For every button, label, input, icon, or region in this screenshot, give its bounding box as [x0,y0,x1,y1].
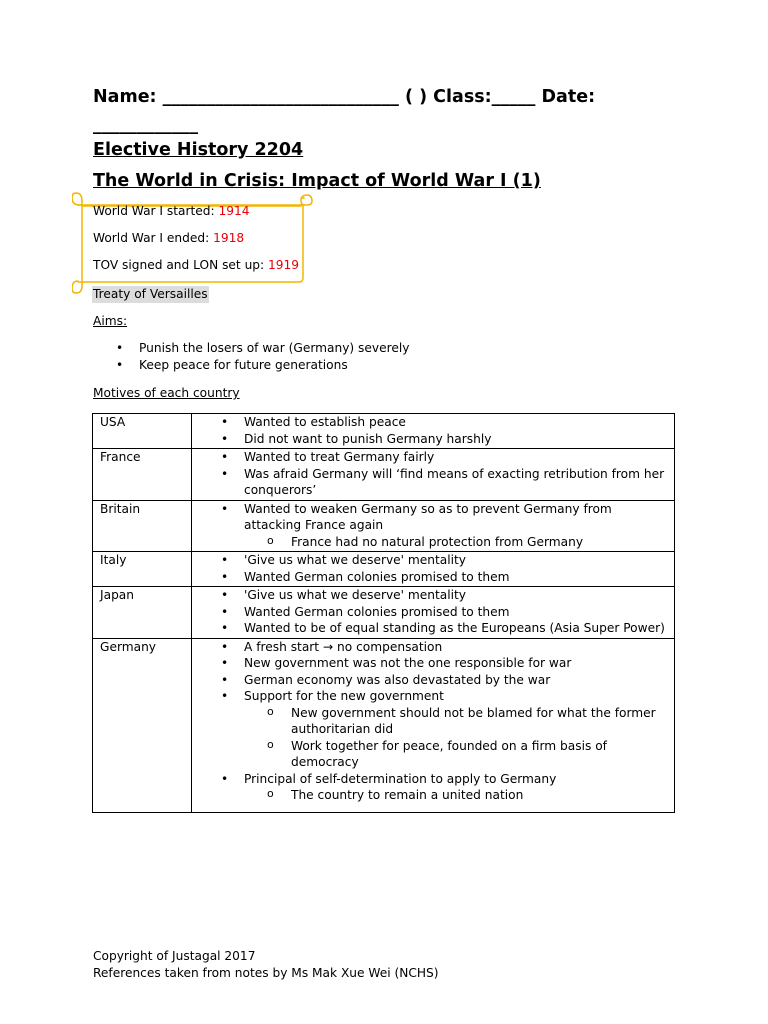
motive-subpoint: o The country to remain a united nation [291,787,670,804]
motive-subpoint: o France had no natural protection from Germany [291,534,670,551]
points-cell [192,449,675,501]
motive-point: • A fresh start → no compensation [244,639,670,656]
country-cell: Japan [93,587,192,639]
motive-point [244,771,670,804]
course-title: Elective History 2204 [93,140,304,160]
motive-point [244,688,670,771]
table-row [93,449,675,501]
section-heading [92,286,209,302]
topic-title: The World in Crisis: Impact of World War I (1) [93,171,541,191]
motive-point: • Wanted to establish peace [244,414,670,431]
motive-point [244,501,670,551]
points-cell [192,638,675,812]
motive-point-text: Principal of self-determination to apply to Germany [244,771,557,786]
date-ended-label: World War I ended: [93,231,214,245]
country-cell: Britain [93,500,192,552]
treaty-heading: Treaty of Versailles [93,287,208,301]
motive-point-text: Support for the new government [244,689,444,703]
motive-point: • Wanted German colonies promised to them [244,604,670,621]
table-row [93,500,675,552]
aims-item: • Punish the losers of war (Germany) severely [139,340,409,357]
motive-point: • 'Give us what we deserve' mentality [244,552,670,569]
date-started-row [93,203,250,219]
country-cell: Germany [93,638,192,812]
table-row [93,638,675,812]
aims-list [139,340,409,374]
motive-subpoint: o Work together for peace, founded on a firm basis of democracy [291,738,670,771]
date-blank-line: ____________ [93,115,198,135]
country-cell: France [93,449,192,501]
motive-point: • Was afraid Germany will ‘find means of exacting retribution from her conquerors’ [244,466,670,499]
motive-point: • 'Give us what we deserve' mentality [244,587,670,604]
tov-signed-year: 1919 [268,258,300,272]
tov-signed-row [93,257,299,273]
motive-subpoint: o New government should not be blamed for what the former authoritarian did [291,705,670,738]
points-cell [192,500,675,552]
motive-point-text: Wanted to weaken Germany so as to prevent Germany from attacking France again [244,501,612,532]
points-cell [192,587,675,639]
country-cell: USA [93,414,192,449]
points-cell [192,414,675,449]
date-ended-row [93,230,244,246]
motive-point: • Did not want to punish Germany harshly [244,431,670,448]
name-class-date-line: Name: ___________________________ ( ) Class:_____ Date: [93,87,596,107]
country-cell: Italy [93,552,192,587]
tov-signed-label: TOV signed and LON set up: [93,258,269,272]
date-started-year: 1914 [218,204,250,218]
footer-references: References taken from notes by Ms Mak Xue Wei (NCHS) [93,966,439,980]
motive-point: • Wanted to be of equal standing as the Europeans (Asia Super Power) [244,620,670,637]
motives-heading: Motives of each country [93,386,240,400]
date-started-label: World War I started: [93,204,219,218]
motive-point: • New government was not the one responsible for war [244,655,670,672]
aims-heading: Aims: [93,314,128,328]
motive-point: • German economy was also devastated by the war [244,672,670,689]
aims-item: • Keep peace for future generations [139,357,409,374]
table-row [93,587,675,639]
motives-table [92,413,675,813]
date-ended-year: 1918 [213,231,245,245]
footer-copyright: Copyright of Justagal 2017 [93,949,256,963]
table-row [93,414,675,449]
motive-point: • Wanted to treat Germany fairly [244,449,670,466]
motive-point: • Wanted German colonies promised to them [244,569,670,586]
table-row [93,552,675,587]
points-cell [192,552,675,587]
